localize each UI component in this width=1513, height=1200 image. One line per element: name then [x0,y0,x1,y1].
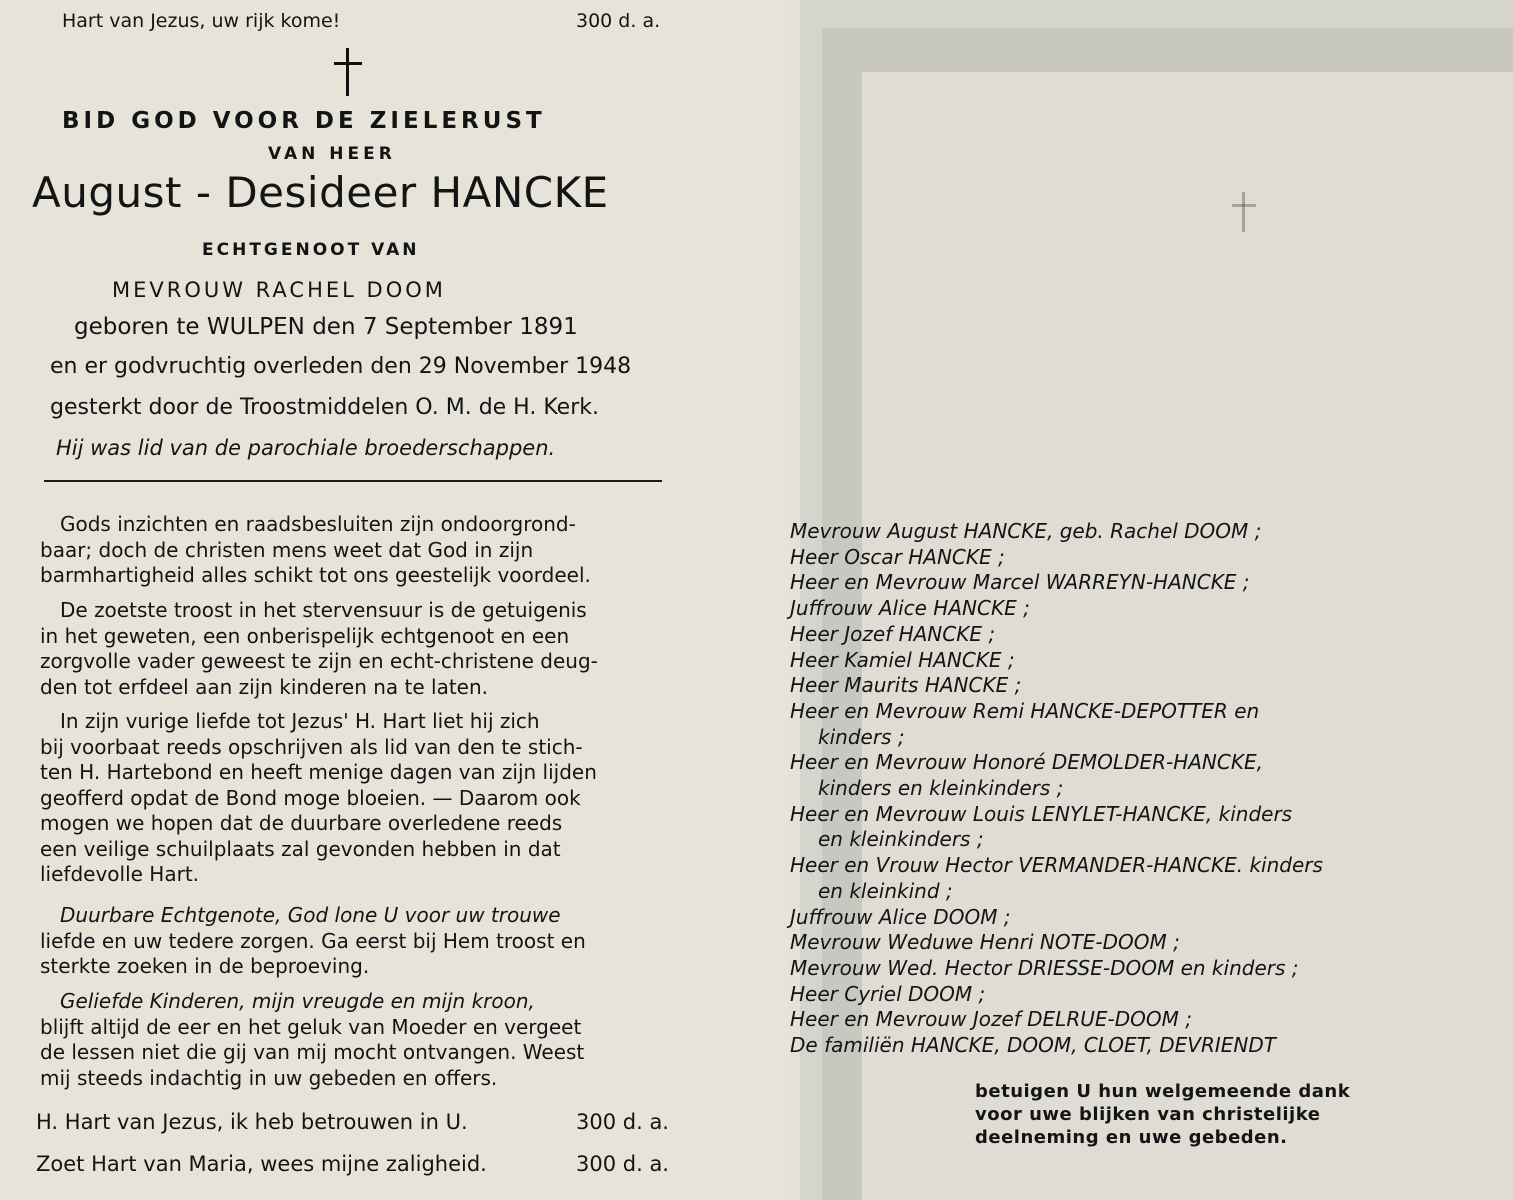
divider [44,480,662,482]
heading-pray: BID GOD VOOR DE ZIELERUST [62,108,546,134]
list-item: Heer en Mevrouw Marcel WARREYN-HANCKE ; [790,570,1250,595]
death-line: en er godvruchtig overleden den 29 November 1948 [50,354,632,379]
list-item: Heer en Mevrouw Louis LENYLET-HANCKE, kinders [790,801,1293,826]
spouse-name: MEVROUW RACHEL DOOM [112,278,446,302]
top-prayer-indulgence: 300 d. a. [576,10,661,32]
list-item: Juffrouw Alice DOOM ; [790,904,1011,929]
list-item: kinders ; [818,724,905,749]
top-prayer: Hart van Jezus, uw rijk kome! [62,10,341,32]
list-item: Heer Maurits HANCKE ; [790,673,1022,698]
list-item: Heer Jozef HANCKE ; [790,621,996,646]
list-item: Mevrouw Weduwe Henri NOTE-DOOM ; [790,930,1180,955]
list-item: Heer en Mevrouw Remi HANCKE-DEPOTTER en [790,698,1260,723]
prayer-mary: Zoet Hart van Maria, wees mijne zaligheid. [36,1152,487,1176]
list-item: en kleinkind ; [818,878,953,903]
prayer-mary-indulgence: 300 d. a. [576,1152,669,1176]
list-item: Mevrouw August HANCKE, geb. Rachel DOOM ; [790,519,1262,543]
spouse-label: ECHTGENOOT VAN [202,240,420,260]
birth-line: geboren te WULPEN den 7 September 1891 [74,314,578,340]
prayer-sacred-heart-indulgence: 300 d. a. [576,1110,669,1134]
member-line: Hij was lid van de parochiale broederschappen. [56,436,556,460]
list-item: Heer Oscar HANCKE ; [790,544,1005,569]
paragraph-5: Geliefde Kinderen, mijn vreugde en mijn kroon, blijft altijd de eer en het geluk van Moeder en vergeet de lessen niet die gij van mij mocht ontvangen. Weest mij steeds indachtig in uw gebeden en offers. [40,989,585,1090]
list-item: Heer en Vrouw Hector VERMANDER-HANCKE. kinders [790,853,1323,878]
paragraph-2: De zoetste troost in het stervensuur is de getuigenis in het geweten, een onberispelijk echtgenoot en een zorgvolle vader geweest te zijn en echt-christene deug- den tot erfdeel aan zijn kinderen na te laten. [40,598,598,699]
cross-icon [334,48,362,96]
thanks-note: betuigen U hun welgemeende dank voor uwe blijken van christelijke deelneming en uwe gebeden. [975,1081,1351,1148]
bleed-through-cross [1232,192,1256,232]
list-item: Heer en Mevrouw Honoré DEMOLDER-HANCKE, [790,750,1263,775]
list-item: Heer Cyriel DOOM ; [790,981,986,1006]
list-item: en kleinkinders ; [818,827,984,852]
list-item: Juffrouw Alice HANCKE ; [790,596,1030,621]
list-item: Mevrouw Wed. Hector DRIESSE-DOOM en kinders ; [790,955,1299,980]
list-item: Heer Kamiel HANCKE ; [790,647,1015,672]
deceased-name: August - Desideer HANCKE [32,168,609,217]
family-list [790,519,1323,1059]
paragraph-4: Duurbare Echtgenote, God lone U voor uw trouwe liefde en uw tedere zorgen. Ga eerst bij Hem troost en sterkte zoeken in de beproeving. [40,903,586,978]
list-item: kinders en kleinkinders ; [818,776,1064,801]
list-item: De familiën HANCKE, DOOM, CLOET, DEVRIENDT [790,1033,1276,1058]
list-item: Heer en Mevrouw Jozef DELRUE-DOOM ; [790,1007,1192,1032]
paragraph-3: In zijn vurige liefde tot Jezus' H. Hart liet hij zich bij voorbaat reeds opschrijven als lid van den te stich- ten H. Hartebond en heeft menige dagen van zijn lijden geofferd opdat de Bond moge bloeien. — Daarom ook mogen we hopen dat de duurbare overledene reeds een veilige schuilplaats zal gevonden hebben in dat liefdevolle Hart. [40,709,597,886]
paragraph-1: Gods inzichten en raadsbesluiten zijn ondoorgrond- baar; doch de christen mens weet dat God in zijn barmhartigheid alles schikt tot ons geestelijk voordeel. [40,512,591,587]
sacraments-line: gesterkt door de Troostmiddelen O. M. de H. Kerk. [50,395,599,420]
van-heer: VAN HEER [268,144,396,164]
prayer-sacred-heart: H. Hart van Jezus, ik heb betrouwen in U. [36,1110,468,1134]
